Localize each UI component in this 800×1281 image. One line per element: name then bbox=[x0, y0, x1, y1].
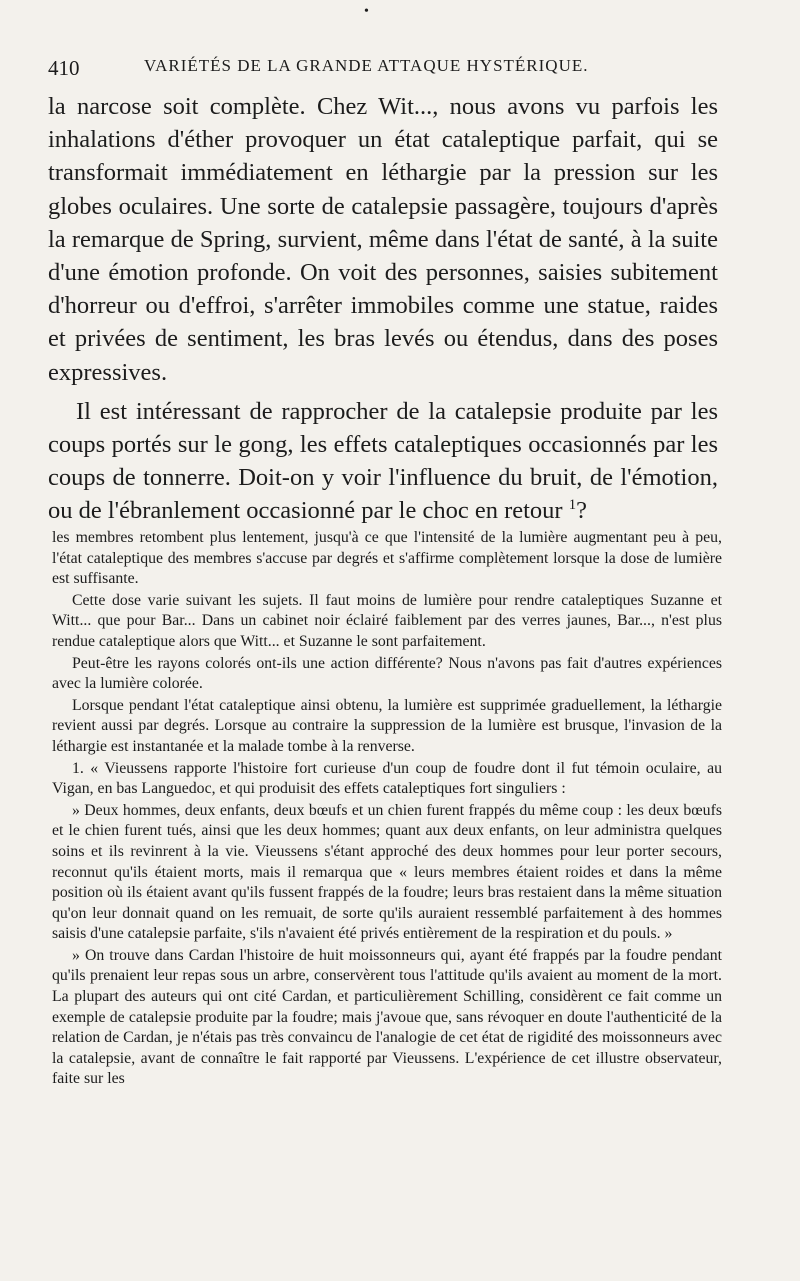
main-paragraph-2-text: Il est intéressant de rapprocher de la catalepsie produite par les coups portés sur le gong, les effets cataleptiques occasionnés par les coups de tonnerre. Doit-on y voir l'influence du bruit, de l'émotion, ou de l'ébranlement occasionné par le choc en retour bbox=[48, 397, 718, 525]
footnote-paragraph-2: Cette dose varie suivant les sujets. Il faut moins de lumière pour rendre cataleptiques Suzanne et Witt... que pour Bar... Dans un cabinet noir éclairé faiblement par des verres jaunes, Bar..., n'est plus rendue cataleptique alors que Witt... et Suzanne le sont parfaitement. bbox=[52, 591, 722, 650]
ink-dot: • bbox=[364, 4, 369, 19]
main-text bbox=[48, 90, 718, 528]
footnote-paragraph-6: » Deux hommes, deux enfants, deux bœufs et un chien furent frappés du même coup : les deux bœufs et le chien furent tués, ainsi que les deux hommes; quant aux deux enfants, on leur administra quelques soins et ils revinrent à la vie. Vieussens s'étant approché des deux hommes pour leur porter secours, reconnut qu'ils étaient morts, mais il remarqua que « leurs membres étaient roides et dans la même position où ils étaient avant qu'ils fussent frappés de la foudre; leurs bras restaient dans la même situation qu'on leur donnait quand on les remuait, de sorte qu'ils auraient ressemblé parfaitement à des hommes saisis d'une catalepsie parfaite, s'ils n'avaient été privés entièrement de la respiration et du pouls. » bbox=[52, 801, 722, 943]
main-paragraph-2 bbox=[48, 395, 718, 528]
page-number: 410 bbox=[48, 56, 80, 80]
footnote-paragraph-5: 1. « Vieussens rapporte l'histoire fort curieuse d'un coup de foudre dont il fut témoin oculaire, au Vigan, en bas Languedoc, et qui produisit des effets cataleptiques fort singuliers : bbox=[52, 759, 722, 798]
main-paragraph-2-end: ? bbox=[576, 497, 587, 525]
footnote-paragraph-4: Lorsque pendant l'état cataleptique ainsi obtenu, la lumière est supprimée graduellement, la léthargie revient aussi par degrés. Lorsque au contraire la suppression de la lumière est brusque, l'invasion de la léthargie est instantanée et la malade tombe à la renverse. bbox=[52, 696, 722, 755]
footnote-paragraph-3: Peut-être les rayons colorés ont-ils une action différente? Nous n'avons pas fait d'autres expériences avec la lumière colorée. bbox=[52, 654, 722, 693]
footnote-ref: 1 bbox=[568, 497, 577, 514]
main-paragraph-1: la narcose soit complète. Chez Wit..., nous avons vu parfois les inhalations d'éther provoquer un état cataleptique parfait, qui se transformait immédiatement en léthargie par la pression sur les globes oculaires. Une sorte de catalepsie passagère, toujours d'après la remarque de Spring, survient, même dans l'état de santé, à la suite d'une émotion profonde. On voit des personnes, saisies subitement d'horreur ou d'effroi, s'arrêter immobiles comme une statue, raides et privées de sentiment, les bras levés ou étendus, dans des poses expressives. bbox=[48, 93, 718, 386]
page-header bbox=[40, 56, 760, 84]
footnote-paragraph-1: les membres retombent plus lentement, jusqu'à ce que l'intensité de la lumière augmentant peu à peu, l'état cataleptique des membres s'accuse par degrés et s'affirme complètement lorsque la dose de lumière est suffisante. bbox=[52, 529, 722, 588]
footnote-paragraph-7: » On trouve dans Cardan l'histoire de huit moissonneurs qui, ayant été frappés par la foudre pendant qu'ils prenaient leur repas sous un arbre, conservèrent tous l'attitude qu'ils avaient au moment de la mort. La plupart des auteurs qui ont cité Cardan, et particulièrement Schilling, considèrent ce fait comme un exemple de catalepsie produite par la foudre; mais j'avoue que, sans révoquer en doute l'authenticité de la relation de Cardan, je n'étais pas très convaincu de l'analogie de cet état de rigidité des moissonneurs avec la catalepsie, avant de connaître le fait rapporté par Vieussens. L'expérience de cet illustre observateur, faite sur les bbox=[52, 946, 722, 1088]
footnotes bbox=[52, 528, 722, 1090]
running-head: VARIÉTÉS DE LA GRANDE ATTAQUE HYSTÉRIQUE. bbox=[144, 56, 589, 75]
